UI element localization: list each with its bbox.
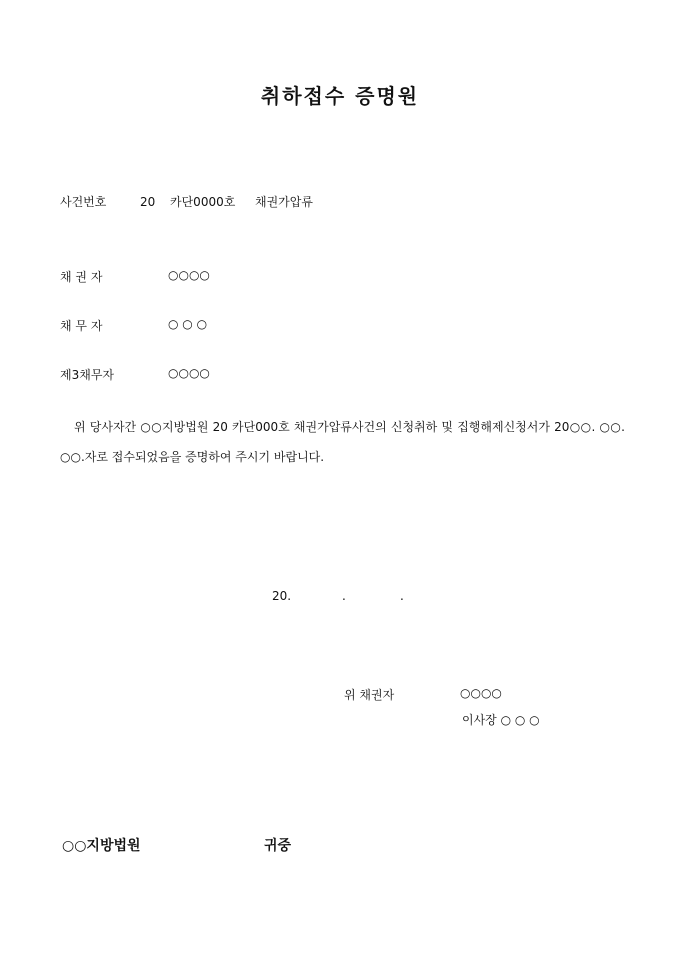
date-month-sep: .	[342, 589, 346, 603]
signature-creditor-label: 위 채권자	[344, 688, 395, 702]
third-debtor-label: 제3채무자	[60, 368, 115, 382]
signature-creditor-value: ○○○○	[460, 686, 502, 700]
debtor-value: ○ ○ ○	[168, 317, 208, 331]
date-year: 20.	[272, 589, 292, 603]
debtor-label: 채 무 자	[60, 319, 103, 333]
case-type: 채권가압류	[255, 195, 313, 209]
case-number-label: 사건번호	[60, 195, 107, 209]
case-number: 카단0000호	[170, 195, 236, 209]
creditor-value: ○○○○	[168, 268, 210, 282]
addressee-honorific: 귀중	[264, 838, 292, 854]
date-day-sep: .	[400, 589, 404, 603]
body-paragraph: 위 당사자간 ○○지방법원 20 카단000호 채권가압류사건의 신청취하 및 집행해제신청서가 20○○. ○○. ○○.자로 접수되었음을 증명하여 주시기 바랍니다.	[60, 420, 625, 464]
signature-director: 이사장 ○ ○ ○	[462, 713, 540, 727]
date-line	[272, 589, 404, 603]
addressee-court: ○○지방법원	[62, 838, 141, 854]
creditor-label: 채 권 자	[60, 270, 103, 284]
document-title: 취하접수 증명원	[260, 84, 420, 108]
third-debtor-value: ○○○○	[168, 366, 210, 380]
case-number-row	[60, 193, 313, 210]
case-year: 20	[140, 195, 156, 209]
